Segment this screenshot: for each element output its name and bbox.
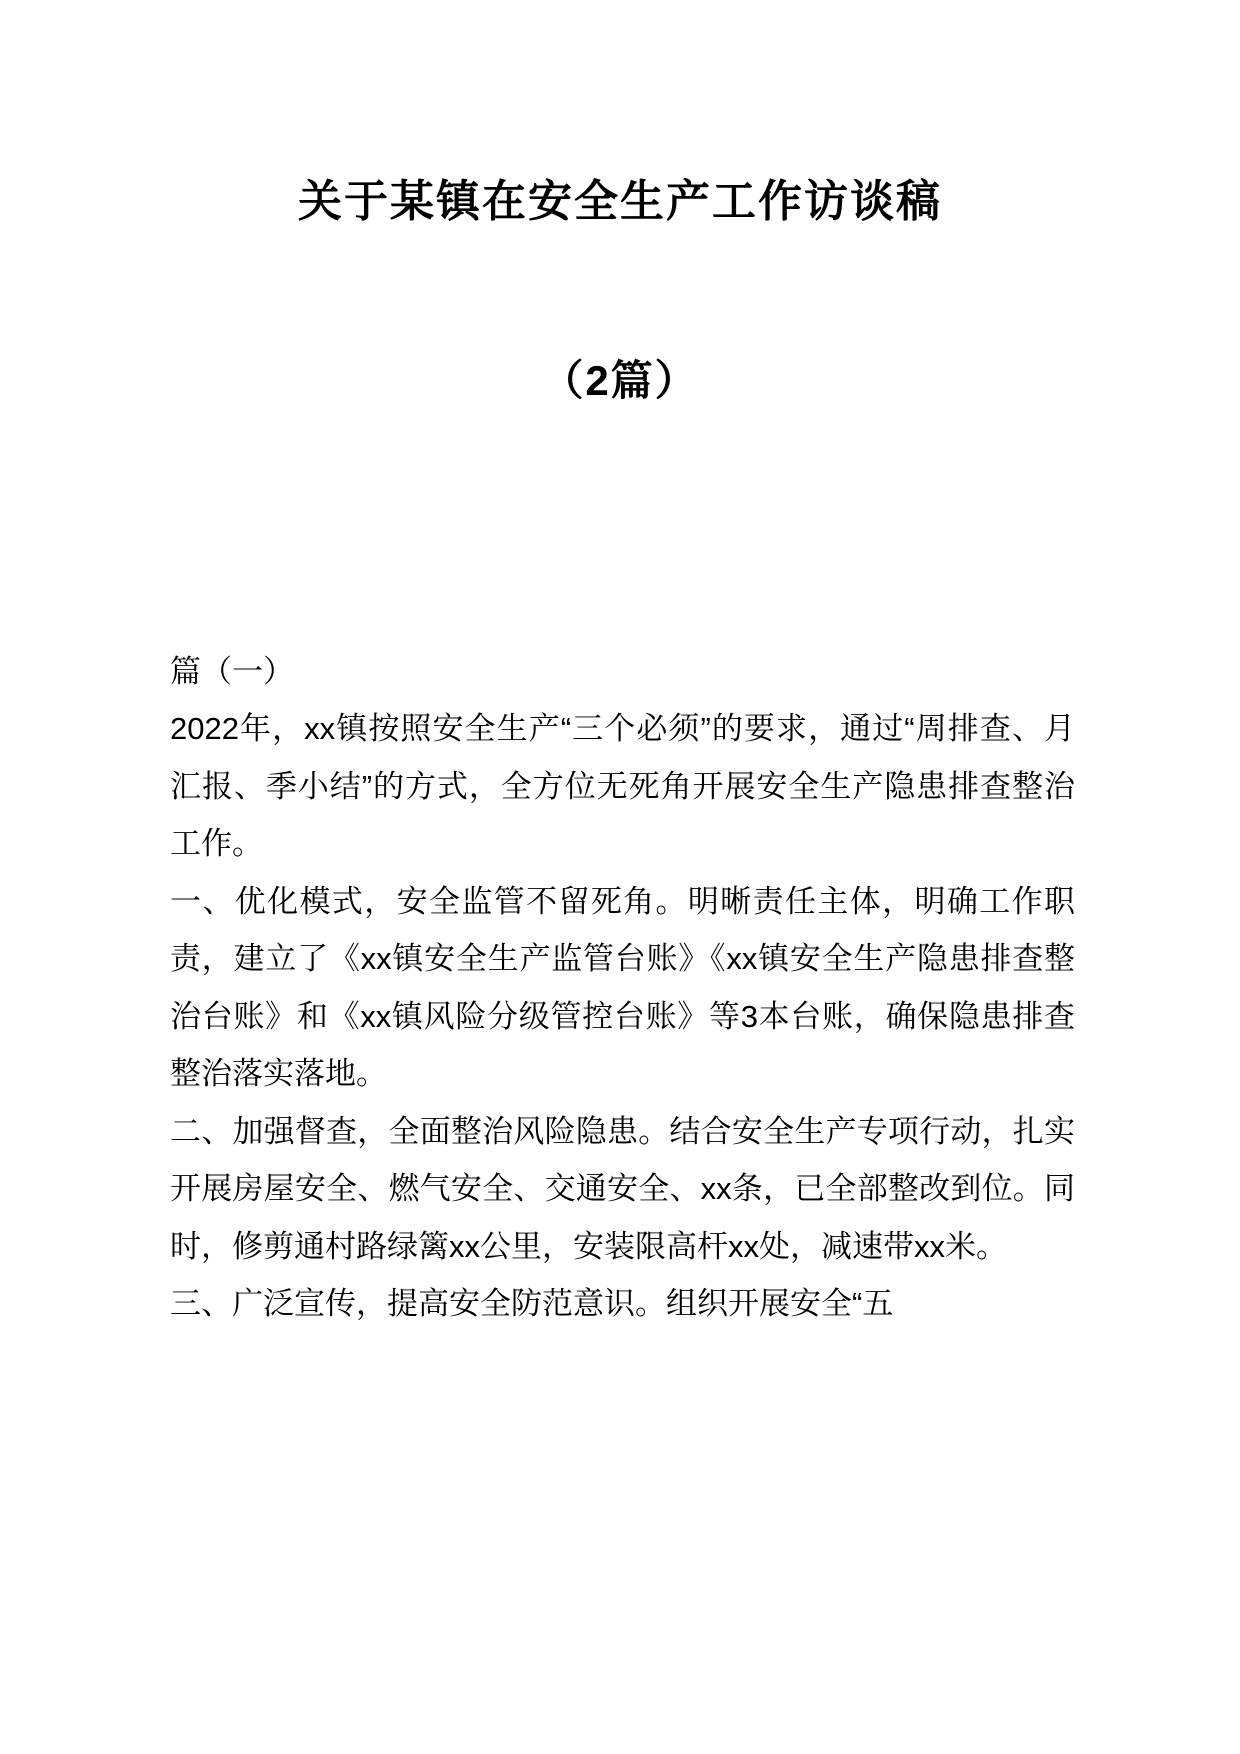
paragraph-heading-part-one: 篇（一） bbox=[170, 653, 294, 689]
document-title: 关于某镇在安全生产工作访谈稿 bbox=[298, 177, 942, 226]
document-subtitle: （2篇） bbox=[541, 357, 699, 405]
paragraph-section-two: 二、加强督查，全面整治风险隐患。结合安全生产专项行动，扎实开展房屋安全、燃气安全、交通安全、xx条，已全部整改到位。同时，修剪通村路绿篱xx公里，安装限高杆xx处，减速带xx米。 bbox=[170, 1113, 1075, 1264]
paragraph-section-one: 一、优化模式，安全监管不留死角。明晰责任主体，明确工作职责，建立了《xx镇安全生产监管台账》《xx镇安全生产隐患排查整治台账》和《xx镇风险分级管控台账》等3本台账，确保隐患排查整治落实落地。 bbox=[170, 883, 1075, 1092]
paragraph-intro: 2022年，xx镇按照安全生产“三个必须”的要求，通过“周排查、月汇报、季小结”的方式，全方位无死角开展安全生产隐患排查整治工作。 bbox=[170, 711, 1075, 862]
document-body bbox=[170, 643, 1075, 1333]
paragraph-section-three: 三、广泛宣传，提高安全防范意识。组织开展安全“五 bbox=[170, 1286, 894, 1322]
